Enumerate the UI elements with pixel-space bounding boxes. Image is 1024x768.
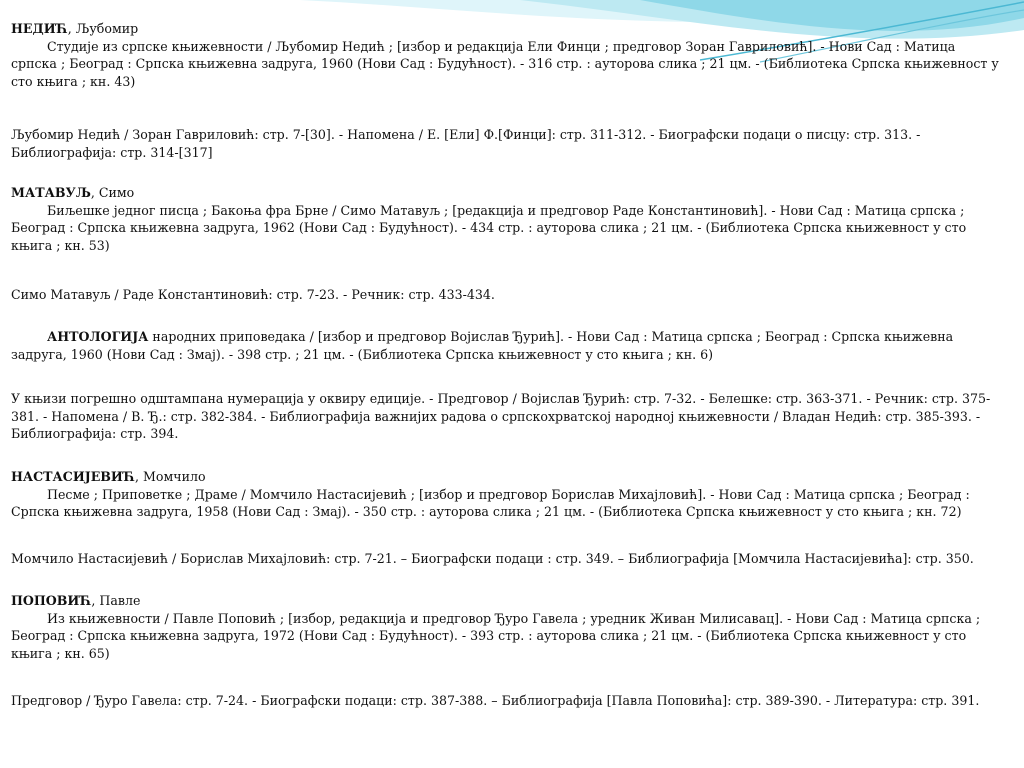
entry-heading: [11, 184, 1001, 202]
entry-heading: [11, 468, 1001, 486]
entry-nedic: [11, 20, 1001, 90]
entry-surname: НАСТАСИЈЕВИЋ: [11, 469, 135, 484]
entry-popovic: [11, 592, 1001, 662]
entry-nedic-note: [11, 126, 1001, 161]
entry-firstname: , Симо: [90, 185, 135, 200]
entry-citation: [11, 328, 1001, 363]
entry-title: АНТОЛОГИЈА: [47, 329, 149, 344]
entry-note: Симо Матавуљ / Раде Константиновић: стр. 7-23. - Речник: стр. 433-434.: [11, 287, 495, 302]
entry-citation: Из књижевности / Павле Поповић ; [избор, редакција и предговор Ђуро Гавела ; уредник Живан Милисавац]. - Нови Сад : Матица српска ; Београд : Српска књижевна задруга, 1972 (Нови Сад : Будућност). - 393 стр. : ауторова слика ; 21 цм. - (Библиотека Српска књижевност у сто књига ; кн. 65): [11, 610, 981, 661]
entry-citation: Песме ; Приповетке ; Драме / Момчило Настасијевић ; [избор и предговор Борислав Михајловић]. - Нови Сад : Матица српска ; Београд : Српска књижевна задруга, 1958 (Нови Сад : Змај). - 350 стр. : ауторова слика ; 21 цм. - (Библиотека Српска књижевност у сто књига ; кн. 72): [11, 486, 970, 520]
entry-firstname: , Момчило: [134, 469, 206, 484]
entry-citation-rest: народних приповедака / [избор и предговор Војислав Ђурић]. - Нови Сад : Матица српска ; Београд : Српска књижевна задруга, 1960 (Нови Сад : Змај). - 398 стр. ; 21 цм. - (Библиотека Српска књижевност у сто књига ; кн. 6): [11, 329, 954, 362]
entry-antologija-note: [11, 390, 1001, 443]
entry-surname: ПОПОВИЋ: [11, 593, 92, 608]
entry-matavulj: [11, 184, 1001, 254]
entry-surname: НЕДИЋ: [11, 21, 68, 36]
entry-popovic-note: [11, 692, 1001, 710]
entry-note: Љубомир Недић / Зоран Гавриловић: стр. 7-[30]. - Напомена / Е. [Ели] Ф.[Финци]: стр. 311-312. - Биографски подаци о писцу: стр. 313. - Библиографија: стр. 314-[317]: [11, 127, 921, 160]
entry-citation: Студије из српске књижевности / Љубомир Недић ; [избор и редакција Ели Финци ; предговор Зоран Гавриловић]. - Нови Сад : Матица српска ; Београд : Српска књижевна задруга, 1960 (Нови Сад : Будућност). - 316 стр. : ауторова слика ; 21 цм. - (Библиотека Српска књижевност у сто књига ; кн. 43): [11, 38, 999, 89]
entry-nastasijevic: [11, 468, 1001, 521]
entry-firstname: , Љубомир: [67, 21, 139, 36]
entry-note: Предговор / Ђуро Гавела: стр. 7-24. - Биографски подаци: стр. 387-388. – Библиографија [Павла Поповића]: стр. 389-390. - Литература: стр. 391.: [11, 693, 980, 708]
entry-heading: [11, 592, 1001, 610]
entry-note: Момчило Настасијевић / Борислав Михајловић: стр. 7-21. – Биографски подаци : стр. 349. – Библиографија [Момчила Настасијевића]: стр. 350.: [11, 551, 974, 566]
entry-citation: Биљешке једног писца ; Бакоња фра Брне / Симо Матавуљ ; [редакција и предговор Раде Константиновић]. - Нови Сад : Матица српска ; Београд : Српска књижевна задруга, 1962 (Нови Сад : Будућност). - 434 стр. : ауторова слика ; 21 цм. - (Библиотека Српска књижевност у сто књига ; кн. 53): [11, 202, 967, 253]
entry-note: У књизи погрешно одштампана нумерација у оквиру едиције. - Предговор / Војислав Ђурић: стр. 7-32. - Белешке: стр. 363-371. - Речник: стр. 375-381. - Напомена / В. Ђ.: стр. 382-384. - Библиографија важнијих радова о српскохрватској народној књижевности / Владан Недић: стр. 385-393. - Библиографија: стр. 394.: [11, 391, 991, 442]
entry-matavulj-note: [11, 286, 1001, 304]
entry-surname: МАТАВУЉ: [11, 185, 91, 200]
entry-heading: [11, 20, 1001, 38]
entry-firstname: , Павле: [91, 593, 141, 608]
entry-antologija: [11, 328, 1001, 363]
entry-nastasijevic-note: [11, 550, 1001, 568]
